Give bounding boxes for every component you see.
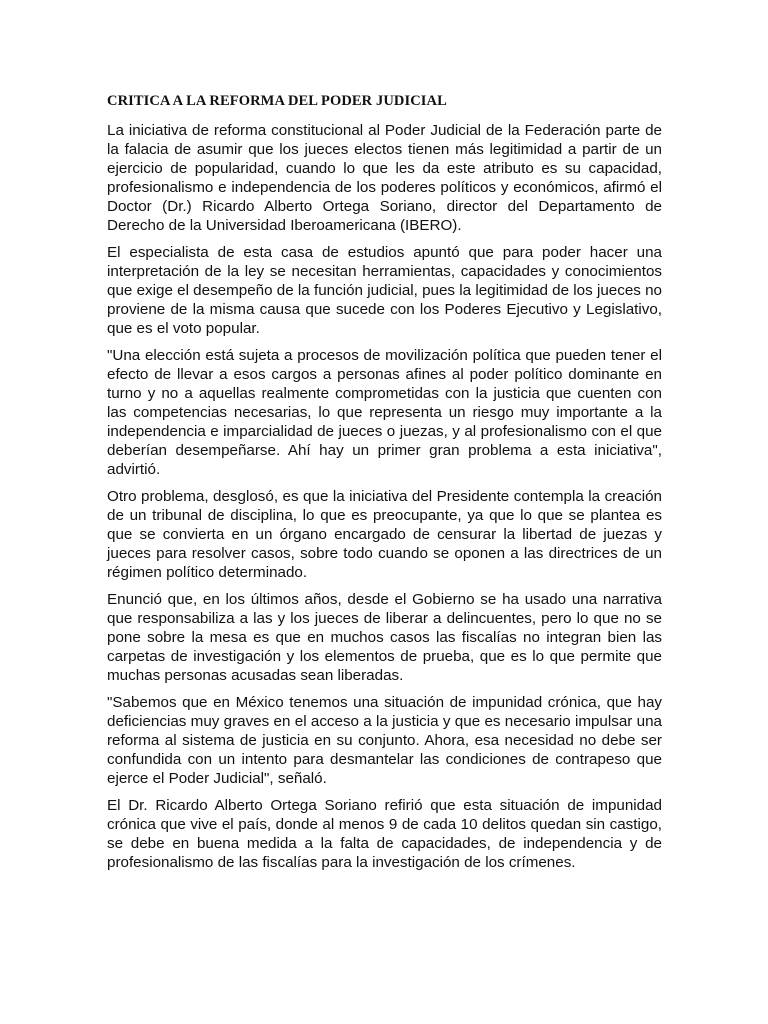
paragraph-4: Otro problema, desglosó, es que la iniciativa del Presidente contempla la creación de un tribunal de disciplina, lo que es preocupante, ya que lo que se plantea es que se convierta en un órgano encargado de censurar la libertad de juezas y jueces para resolver casos, sobre todo cuando se oponen a las directrices de un régimen político determinado.: [107, 488, 662, 581]
paragraph-2: El especialista de esta casa de estudios apuntó que para poder hacer una interpretación de la ley se necesitan herramientas, capacidades y conocimientos que exige el desempeño de la función judicial, pues la legitimidad de los jueces no proviene de la misma causa que sucede con los Poderes Ejecutivo y Legislativo, que es el voto popular.: [107, 244, 662, 337]
paragraph-1: La iniciativa de reforma constitucional al Poder Judicial de la Federación parte de la falacia de asumir que los jueces electos tienen más legitimidad a partir de un ejercicio de popularidad, cuando lo que les da este atributo es su capacidad, profesionalismo e independencia de los poderes políticos y económicos, afirmó el Doctor (Dr.) Ricardo Alberto Ortega Soriano, director del Departamento de Derecho de la Universidad Iberoamericana (IBERO).: [107, 122, 662, 234]
paragraph-7: El Dr. Ricardo Alberto Ortega Soriano refirió que esta situación de impunidad crónica que vive el país, donde al menos 9 de cada 10 delitos quedan sin castigo, se debe en buena medida a la falta de capacidades, de independencia y de profesionalismo de las fiscalías para la investigación de los crímenes.: [107, 797, 662, 871]
paragraph-5: Enunció que, en los últimos años, desde el Gobierno se ha usado una narrativa que responsabiliza a las y los jueces de liberar a delincuentes, pero lo que no se pone sobre la mesa es que en muchos casos las fiscalías no integran bien las carpetas de investigación y los elementos de prueba, que es lo que permite que muchas personas acusadas sean liberadas.: [107, 591, 662, 684]
document-body: [107, 92, 662, 880]
paragraph-6: "Sabemos que en México tenemos una situación de impunidad crónica, que hay deficiencias muy graves en el acceso a la justicia y que es necesario impulsar una reforma al sistema de justicia en su conjunto. Ahora, esa necesidad no debe ser confundida con un intento para desmantelar las condiciones de contrapeso que ejerce el Poder Judicial", señaló.: [107, 694, 662, 787]
document-title: CRITICA A LA REFORMA DEL PODER JUDICIAL: [107, 93, 447, 109]
paragraph-3: "Una elección está sujeta a procesos de movilización política que pueden tener el efecto de llevar a esos cargos a personas afines al poder político dominante en turno y no a aquellas realmente comprometidas con la justicia que cuenten con las competencias necesarias, lo que representa un riesgo muy importante a la independencia e imparcialidad de jueces o juezas, y al profesionalismo con el que deberían desempeñarse. Ahí hay un primer gran problema a esta iniciativa", advirtió.: [107, 347, 662, 478]
